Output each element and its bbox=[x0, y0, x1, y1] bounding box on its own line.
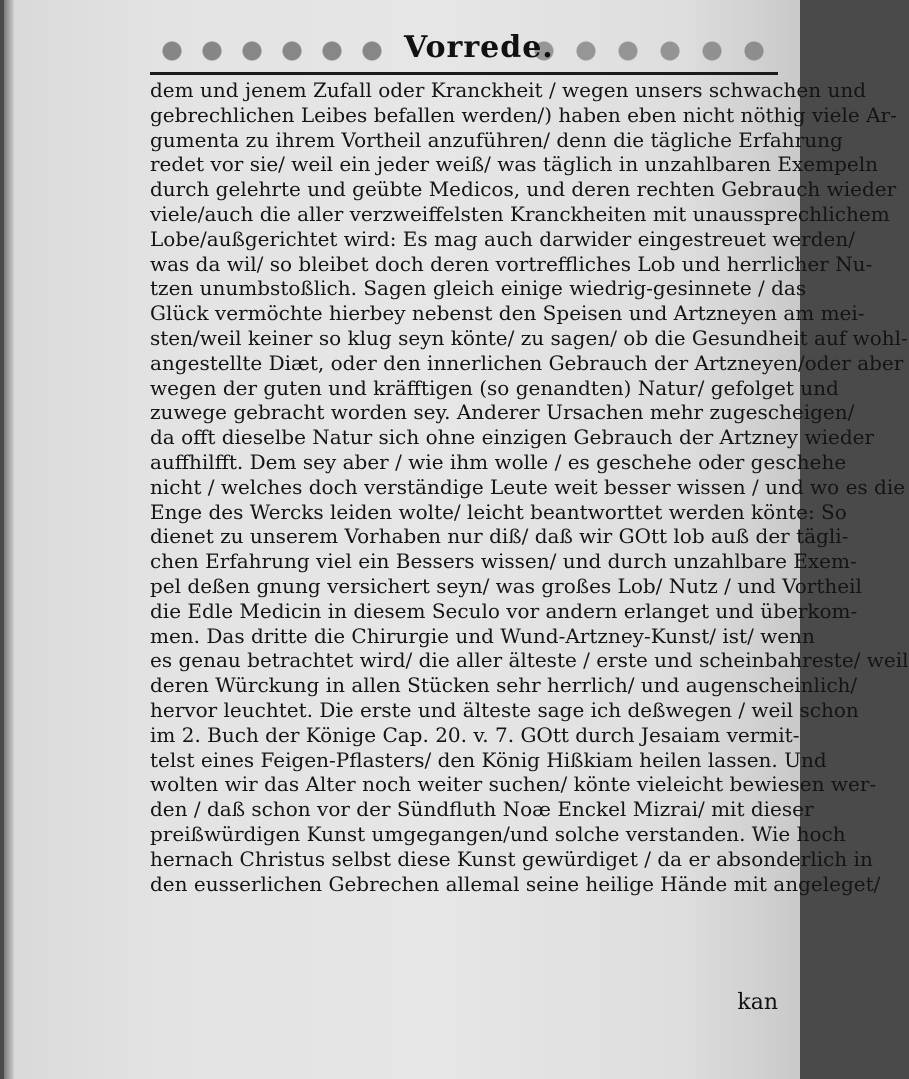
text-line: nicht / welches doch verständige Leute weit besser wissen / und wo es die bbox=[150, 474, 906, 499]
text-line: gebrechlichen Leibes befallen werden/) haben eben nicht nöthig viele Ar- bbox=[150, 102, 897, 127]
text-line: angestellte Diæt, oder den innerlichen Gebrauch der Artzneyen/oder aber bbox=[150, 350, 904, 375]
text-line: zuwege gebracht worden sey. Anderer Ursachen mehr zugescheigen/ bbox=[150, 400, 855, 425]
running-title: Vorrede. bbox=[404, 30, 554, 65]
text-line: die Edle Medicin in diesem Seculo vor andern erlanget und überkom- bbox=[150, 598, 858, 623]
text-line: wegen der guten und kräfftigen (so genandten) Natur/ gefolget und bbox=[150, 375, 839, 400]
text-line: es genau betrachtet wird/ die aller älteste / erste und scheinbahreste/ weil bbox=[150, 648, 909, 673]
text-line: durch gelehrte und geübte Medicos, und deren rechten Gebrauch wieder bbox=[150, 177, 897, 202]
text-line: hernach Christus selbst diese Kunst gewürdiget / da er absonderlich in bbox=[150, 846, 873, 871]
text-line: dienet zu unserem Vorhaben nur diß/ daß wir GOtt lob auß der tägli- bbox=[150, 524, 849, 549]
text-line: dem und jenem Zufall oder Kranckheit / wegen unsers schwachen und bbox=[150, 78, 867, 102]
text-line: Glück vermöchte hierbey nebenst den Speisen und Artzneyen am mei- bbox=[150, 301, 865, 326]
text-line: chen Erfahrung viel ein Bessers wissen/ und durch unzahlbare Exem- bbox=[150, 549, 857, 574]
text-line: pel deßen gnung versichert seyn/ was großes Lob/ Nutz / und Vortheil bbox=[150, 573, 862, 598]
text-line: gumenta zu ihrem Vortheil anzuführen/ denn die tägliche Erfahrung bbox=[150, 127, 843, 152]
header-ornament-left bbox=[152, 36, 396, 66]
header-ornament-right bbox=[524, 36, 774, 66]
page-spine-shadow bbox=[4, 0, 14, 1079]
book-page bbox=[4, 0, 909, 1079]
text-line: hervor leuchtet. Die erste und älteste sage ich deßwegen / weil schon bbox=[150, 697, 859, 722]
text-line: telst eines Feigen-Pflasters/ den König Hißkiam heilen lassen. Und bbox=[150, 747, 827, 772]
text-line: viele/auch die aller verzweiffelsten Kranckheiten mit unaussprechlichem bbox=[150, 201, 890, 226]
text-line: tzen unumbstoßlich. Sagen gleich einige wiedrig-gesinnete / das bbox=[150, 276, 807, 301]
text-line: auffhilfft. Dem sey aber / wie ihm wolle / es geschehe oder geschehe bbox=[150, 449, 847, 474]
text-line: den eusserlichen Gebrechen allemal seine heilige Hände mit angeleget/ bbox=[150, 871, 881, 896]
text-line: Lobe/außgerichtet wird: Es mag auch darwider eingestreuet werden/ bbox=[150, 226, 855, 251]
text-line: preißwürdigen Kunst umgegangen/und solche verstanden. Wie hoch bbox=[150, 821, 846, 846]
text-line: wolten wir das Alter noch weiter suchen/ könte vieleicht bewiesen wer- bbox=[150, 772, 877, 797]
text-line: was da wil/ so bleibet doch deren vortreffliches Lob und herrlicher Nu- bbox=[150, 251, 873, 276]
text-line: redet vor sie/ weil ein jeder weiß/ was täglich in unzahlbaren Exempeln bbox=[150, 152, 879, 177]
text-line: da offt dieselbe Natur sich ohne einzigen Gebrauch der Artzney wieder bbox=[150, 425, 875, 450]
text-line: sten/weil keiner so klug seyn könte/ zu sagen/ ob die Gesundheit auf wohl- bbox=[150, 325, 908, 350]
text-line: deren Würckung in allen Stücken sehr herrlich/ und augenscheinlich/ bbox=[150, 673, 858, 698]
text-line: men. Das dritte die Chirurgie und Wund-Artzney-Kunst/ ist/ wenn bbox=[150, 623, 815, 648]
header-rule bbox=[150, 72, 778, 75]
text-line: im 2. Buch der Könige Cap. 20. v. 7. GOtt durch Jesaiam vermit- bbox=[150, 722, 800, 747]
catchword: kan bbox=[737, 990, 778, 1015]
text-line: den / daß schon vor der Sündfluth Noæ Enckel Mizrai/ mit dieser bbox=[150, 797, 814, 822]
body-text bbox=[150, 78, 909, 896]
text-line: Enge des Wercks leiden wolte/ leicht beantworttet werden könte: So bbox=[150, 499, 847, 524]
